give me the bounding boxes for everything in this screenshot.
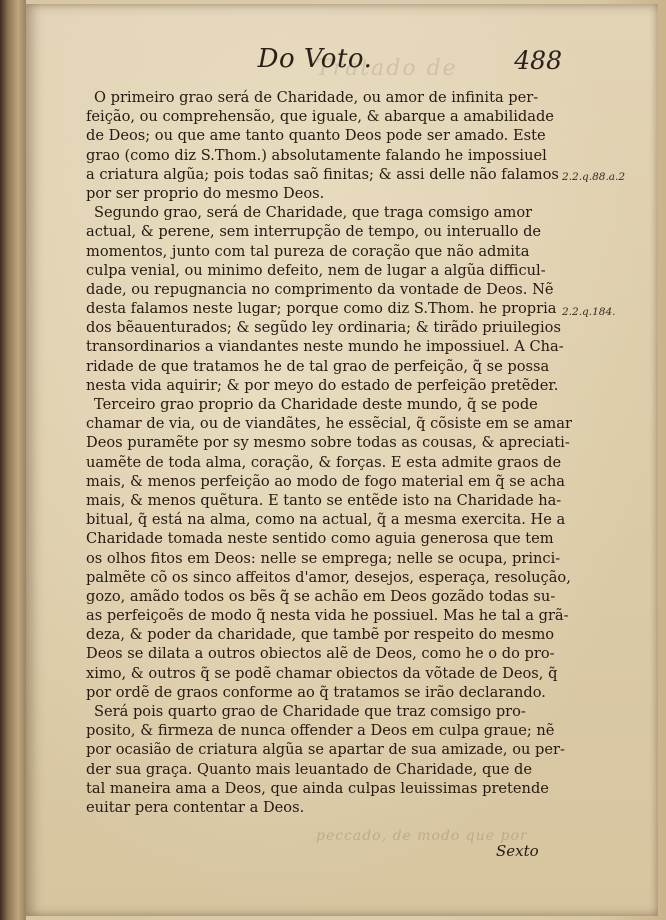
text-line: der sua graça. Quanto mais leuantado de Charidade, que de	[86, 760, 533, 778]
text-line: Segundo grao, será de Charidade, que traga comsigo amor	[94, 204, 533, 222]
text-line: Será pois quarto grao de Charidade que traz comsigo pro-	[94, 703, 526, 720]
running-head: Do Voto.	[257, 44, 373, 74]
text-line: bitual, q̃ está na alma, como na actual, q̃ a mesma exercita. He a	[86, 511, 566, 529]
text-line: momentos, junto com tal pureza de coração que não admita	[86, 242, 530, 260]
text-line: Terceiro grao proprio da Charidade deste mundo, q̃ se pode	[94, 396, 538, 413]
catchword: Sexto	[496, 842, 539, 860]
text-line: transordinarios a viandantes neste mundo he impossiuel. A Cha-	[86, 338, 564, 356]
text-line: dade, ou repugnancia no comprimento da vontade de Deos. Nẽ	[86, 280, 554, 298]
text-line: gozo, amãdo todos os bẽs q̃ se achão em Deos gozãdo todas su-	[86, 587, 556, 605]
left-page-edge	[0, 0, 26, 920]
text-line: deza, & poder da charidade, que tambẽ por respeito do mesmo	[86, 626, 555, 644]
page-number: 488	[514, 46, 562, 75]
text-line: ximo, & outros q̃ se podẽ chamar obiectos da võtade de Deos, q̃	[86, 664, 558, 682]
text-line: mais, & menos quẽtura. E tanto se entẽde isto na Charidade ha-	[86, 491, 562, 509]
text-line: O primeiro grao será de Charidade, ou amor de infinita per-	[94, 89, 539, 106]
text-line: a criatura algũa; pois todas saõ finitas; & assi delle não falamos	[86, 165, 559, 183]
text-line: chamar de via, ou de viandãtes, he essẽcial, q̃ cõsiste em se amar	[86, 415, 572, 433]
text-line: ridade de que tratamos he de tal grao de perfeição, q̃ se possa	[86, 357, 550, 375]
text-line: nesta vida aquirir; & por meyo do estado de perfeição pretẽder.	[86, 376, 559, 394]
text-line: actual, & perene, sem interrupção de tempo, ou interuallo de	[86, 223, 542, 241]
text-line: feição, ou comprehensão, que iguale, & abarque a amabilidade	[86, 108, 554, 126]
margin-note: 2.2.q.88.a.2	[562, 171, 626, 183]
margin-note: 2.2.q.184.	[562, 306, 616, 318]
body-text	[86, 88, 572, 817]
text-line: as perfeiçoẽs de modo q̃ nesta vida he possiuel. Mas he tal a grã-	[86, 607, 569, 625]
text-line: tal maneira ama a Deos, que ainda culpas leuissimas pretende	[86, 779, 549, 797]
text-line: por ordẽ de graos conforme ao q̃ tratamos se irão declarando.	[86, 683, 546, 701]
bleed-through-top: Tratado de	[316, 56, 458, 81]
bleed-through-bottom: peccado, de modo que por	[316, 828, 528, 844]
text-line: euitar pera contentar a Deos.	[86, 798, 305, 816]
page	[26, 4, 658, 916]
text-line: uamẽte de toda alma, coração, & forças. E esta admite graos de	[86, 453, 562, 471]
text-line: de Deos; ou que ame tanto quanto Deos pode ser amado. Este	[86, 127, 546, 145]
text-line: mais, & menos perfeição ao modo de fogo material em q̃ se acha	[86, 472, 565, 490]
text-line: dos bẽauenturados; & segũdo ley ordinaria; & tirãdo priuilegios	[86, 319, 561, 337]
text-line: Deos se dilata a outros obiectos alẽ de Deos, como he o do pro-	[86, 645, 555, 663]
text-line: posito, & firmeza de nunca offender a Deos em culpa graue; nẽ	[86, 722, 555, 740]
text-line: Charidade tomada neste sentido como aguia generosa que tem	[86, 530, 554, 548]
text-line: culpa venial, ou minimo defeito, nem de lugar a algũa difficul-	[86, 261, 546, 279]
text-line: os olhos fitos em Deos: nelle se emprega; nelle se ocupa, princi-	[86, 549, 561, 567]
text-line: desta falamos neste lugar; porque como diz S.Thom. he propria	[86, 300, 557, 318]
text-line: grao (como diz S.Thom.) absolutamente falando he impossiuel	[86, 146, 547, 164]
text-line: por ser proprio do mesmo Deos.	[86, 184, 325, 202]
text-line: palmẽte cõ os sinco affeitos d'amor, desejos, esperaça, resolução,	[86, 568, 571, 586]
text-line: Deos puramẽte por sy mesmo sobre todas as cousas, & apreciati-	[86, 434, 570, 452]
text-line: por ocasião de criatura algũa se apartar de sua amizade, ou per-	[86, 741, 565, 759]
